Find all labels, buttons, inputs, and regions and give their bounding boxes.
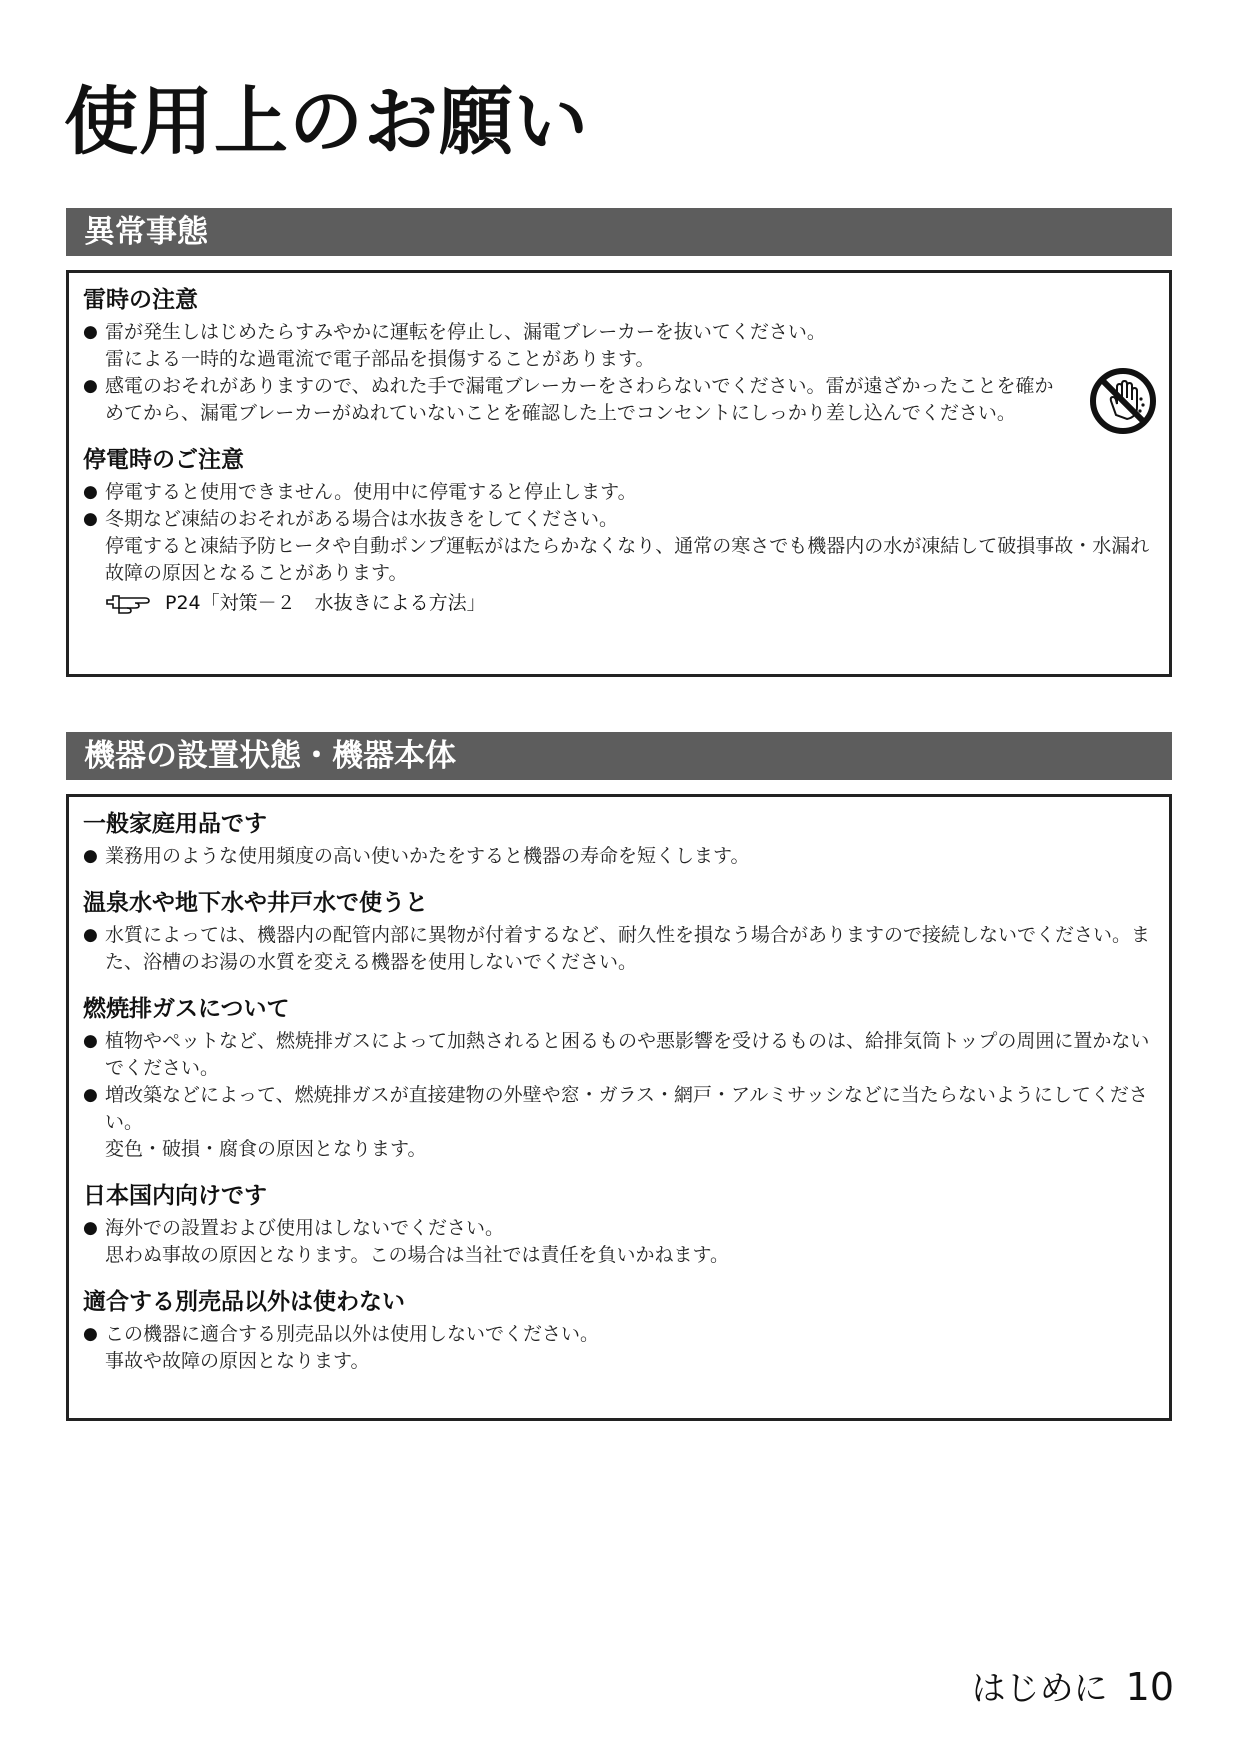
item-note: 停電すると凍結予防ヒータや自動ポンプ運転がはたらかなくなり、通常の寒さでも機器内の水が凍結して破損事故・水漏れ故障の原因となることがあります。 bbox=[105, 535, 1150, 584]
item-note: 事故や故障の原因となります。 bbox=[105, 1350, 370, 1372]
block-hot-spring-water bbox=[83, 886, 1157, 976]
list-item bbox=[83, 843, 1157, 870]
item-note: 変色・破損・腐食の原因となります。 bbox=[105, 1138, 427, 1160]
item-text: 停電すると使用できません。使用中に停電すると停止します。 bbox=[105, 481, 637, 503]
item-text: 冬期など凍結のおそれがある場合は水抜きをしてください。 bbox=[105, 508, 619, 530]
section-header-installation: 機器の設置状態・機器本体 bbox=[66, 732, 1172, 780]
item-text: 水質によっては、機器内の配管内部に異物が付着するなど、耐久性を損なう場合がありますので接続しないでください。また、浴槽のお湯の水質を変える機器を使用しないでください。 bbox=[105, 924, 1151, 973]
sub-heading: 適合する別売品以外は使わない bbox=[83, 1289, 405, 1315]
list-item bbox=[83, 373, 1157, 427]
bullet: ● bbox=[83, 1324, 98, 1344]
item-note: 思わぬ事故の原因となります。この場合は当社では責任を負いかねます。 bbox=[105, 1244, 729, 1266]
section-box-installation bbox=[66, 794, 1172, 1421]
list-item bbox=[83, 506, 1157, 587]
footer-label: はじめに bbox=[971, 1669, 1108, 1709]
page-reference bbox=[83, 589, 1157, 617]
list-item bbox=[83, 1082, 1157, 1163]
pointing-hand-icon bbox=[105, 592, 157, 614]
block-accessories bbox=[83, 1285, 1157, 1375]
item-text: 増改築などによって、燃焼排ガスが直接建物の外壁や窓・ガラス・網戸・アルミサッシなどに当たらないようにしてください。 bbox=[105, 1084, 1148, 1133]
list-item bbox=[83, 922, 1157, 976]
item-text: 感電のおそれがありますので、ぬれた手で漏電ブレーカーをさわらないでください。雷が遠ざかったことを確かめてから、漏電ブレーカーがぬれていないことを確認した上でコンセントにしっかり差し込んでください。 bbox=[105, 375, 1054, 424]
sub-heading: 温泉水や地下水や井戸水で使うと bbox=[83, 890, 428, 916]
block-japan-only bbox=[83, 1179, 1157, 1269]
item-text: この機器に適合する別売品以外は使用しないでください。 bbox=[105, 1323, 600, 1345]
list-item bbox=[83, 319, 1157, 373]
bullet: ● bbox=[83, 846, 98, 866]
page-title: 使用上のお願い bbox=[64, 79, 589, 165]
page-number: 10 bbox=[1125, 1665, 1174, 1709]
bullet: ● bbox=[83, 925, 98, 945]
section-box-abnormal bbox=[66, 270, 1172, 677]
item-text: 業務用のような使用頻度の高い使いかたをすると機器の寿命を短くします。 bbox=[105, 845, 750, 867]
reference-text: P24「対策－２ 水抜きによる方法」 bbox=[165, 592, 486, 614]
block-power-outage bbox=[83, 443, 1157, 617]
sub-heading: 一般家庭用品です bbox=[83, 811, 267, 837]
sub-heading: 燃焼排ガスについて bbox=[83, 996, 290, 1022]
block-household bbox=[83, 807, 1157, 870]
block-exhaust-gas bbox=[83, 992, 1157, 1163]
item-text: 雷が発生しはじめたらすみやかに運転を停止し、漏電ブレーカーを抜いてください。 bbox=[105, 321, 826, 343]
list-item bbox=[83, 1028, 1157, 1082]
item-text: 植物やペットなど、燃焼排ガスによって加熱されると困るものや悪影響を受けるものは、給排気筒トップの周囲に置かないでください。 bbox=[105, 1030, 1150, 1079]
bullet: ● bbox=[83, 1085, 98, 1105]
block-lightning bbox=[83, 283, 1157, 427]
list-item bbox=[83, 479, 1157, 506]
list-item bbox=[83, 1215, 1157, 1269]
sub-heading: 日本国内向けです bbox=[83, 1183, 267, 1209]
list-item bbox=[83, 1321, 1157, 1375]
bullet: ● bbox=[83, 376, 98, 396]
item-note: 雷による一時的な過電流で電子部品を損傷することがあります。 bbox=[105, 348, 655, 370]
bullet: ● bbox=[83, 1218, 98, 1238]
item-text: 海外での設置および使用はしないでください。 bbox=[105, 1217, 505, 1239]
bullet: ● bbox=[83, 322, 98, 342]
page-footer bbox=[971, 1665, 1174, 1709]
section-header-abnormal: 異常事態 bbox=[66, 208, 1172, 256]
bullet: ● bbox=[83, 1031, 98, 1051]
sub-heading: 雷時の注意 bbox=[83, 287, 198, 313]
no-wet-hands-icon bbox=[1089, 367, 1157, 435]
bullet: ● bbox=[83, 509, 98, 529]
sub-heading: 停電時のご注意 bbox=[83, 447, 244, 473]
bullet: ● bbox=[83, 482, 98, 502]
